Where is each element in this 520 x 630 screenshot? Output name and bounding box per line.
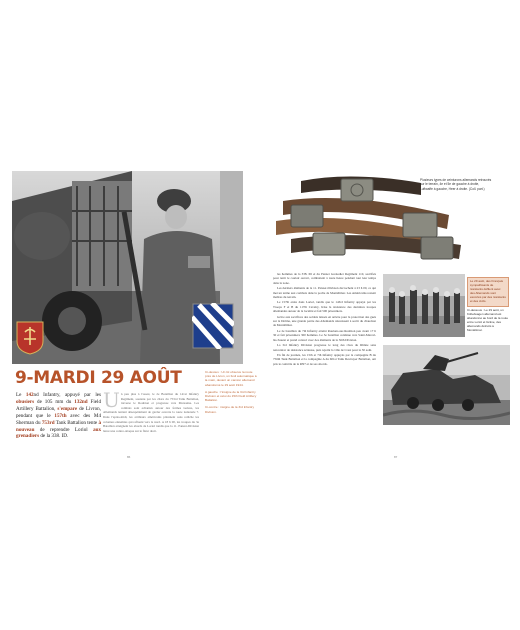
caption-left: A gauche : l'insigne de la 3rd Infantry Division et celui du 15th Field Artillery Battalion. [205, 389, 257, 403]
intro-fragment: 157th [54, 412, 67, 419]
intro-fragment: 753rd [41, 419, 55, 426]
intro-fragment: Field Artillery Battalion, [16, 398, 101, 412]
page-number-left: 86 [127, 455, 131, 459]
caption-insignia: Ci-contre : insigne de la 3rd Infantry Division. [205, 405, 255, 414]
right-text-column [273, 272, 376, 367]
intro-fragment: Le [16, 392, 26, 398]
parade-caption: Le 29 août, des Français sympathisants de résistants défilent avec des Allemands sont escortés par des résistants et des civils. [467, 277, 509, 307]
intro-fragment: 132nd [74, 398, 88, 405]
paragraph: Grâce aux sacrifices des soldats laissés en arrière pour la protection des gués sur la Drôme, une grande partie des Allemands réussissent à sortir du chaudron de Montélimar. [273, 314, 376, 328]
belts-caption: Plusieurs types de ceinturons allemands retrouvés sur le terrain, 4e et 5e de gauche à droite, Luftwaffe à gauche, Heer à droite. (Coll. part.) [420, 178, 492, 191]
destroyed-tank-photo [383, 345, 510, 425]
intro-fragment: 142 [25, 392, 34, 398]
body-column [103, 388, 199, 433]
caption-above: Ci-dessus : Un GI observe la route près de Livron, un fusil automatique à la main, devant un camion allemand abandonné le 29 août 1944. [205, 370, 257, 387]
page-title: 9-MARDI 29 AOÛT [15, 368, 182, 388]
crowd-caption: Ci-dessous : Le 29 août, un Kübelwagen allemand est abandonné au bord de la route entre Loriol et Grâne, des allemands détruits à Montélimar. [467, 308, 509, 332]
intro-fragment: de la 338. ID. [39, 433, 69, 440]
parade-photo [383, 274, 465, 337]
body-text: n peu plus à l'ouest, le 2e Bataillon du 141st Infantry Regiment, soutenu par les chars du 753rd Tank Battalion, traverse le Roubion et progresse vers Marsanne. Les combats sont acharnés autour des fermes isolées, les Allemands tentant désespérément de garder ouverte la route nationale 7. Dans l'après-midi, les artilleurs américains pilonnent sans relâche les colonnes ennemies qui refluent vers le nord. A 18 h 00, les troupes du 3e Bataillon atteignent les abords de Loriol tandis que la 11. Panzer-Division lance une contre-attaque sur le flanc droit. [103, 392, 199, 433]
paragraph: Le 157th entre dans Loriol, tandis que le 143rd Infantry appuyé par les Troops F et B du 117th Cavalry, brise la résistance des dernières troupes allemandes autour de la localité et fait 500 prisonniers. [273, 300, 376, 314]
regiment-crest-icon [16, 321, 44, 355]
intro-fragment: de reprendre Loriol [34, 426, 94, 433]
intro-fragment: de 105 mm du [34, 398, 75, 405]
intro-fragment: s'empare [57, 405, 78, 412]
paragraph: Les derniers éléments de la 11. Panzer-Division décrochent à 23 h 00, ce qui met un terme aux combats dans la poche de Montélimar. Les Américains restent maîtres du terrain. [273, 286, 376, 300]
page-number-right: 87 [394, 455, 398, 459]
paragraph: Le 2e bataillon du 7th Infantry atteint Roulons-sur-Roubion peu avant 17 h 30 et fait prisonniers 300 hommes. Le 3e bataillon continue vers Saint-Marcel-lès-Sauzet et prend contact avec des éléments de la 36th Division. [273, 328, 376, 342]
right-page [260, 171, 511, 461]
intro-paragraph [16, 392, 101, 440]
photo-captions [205, 370, 257, 417]
intro-fragment: obusiers [16, 398, 35, 405]
intro-fragment: avec des M4 Sherman du [16, 412, 101, 426]
intro-fragment: Tank Battalion tente [54, 419, 99, 426]
paragraph: La 3rd Infantry Division progresse le long des rives du Rhône sans rencontrer de résistance sérieuse, puis rejoint la ville de Crest pour le 30 août. [273, 343, 376, 352]
intro-fragment: de Livron, pendant que le [16, 405, 101, 419]
division-insignia-icon [192, 303, 234, 349]
paragraph: En fin de journée, les 15th et 7th Infantry appuyés par la compagnie B du 756th Tank Battalion et la compagnie A du 601st Tank Destroyer Battalion, ont pris le contrôle de la RN7 et de ses abords. [273, 352, 376, 366]
intro-fragment: nd Infantry, appuyé par les [33, 392, 101, 398]
drop-cap: U [103, 388, 120, 412]
intro-fragment: aux grenadiers [16, 426, 101, 440]
book-spread [9, 171, 511, 461]
paragraph: les hommes de la 338. ID et du Panzer Grenadier Regiment 110, sacrifiés pour tenir le couloir ouvert, combattent à toute heure pendant tout leur temps dans la zone. [273, 272, 376, 285]
intro-fragment: à nouveau [16, 419, 101, 433]
left-page [9, 171, 260, 461]
